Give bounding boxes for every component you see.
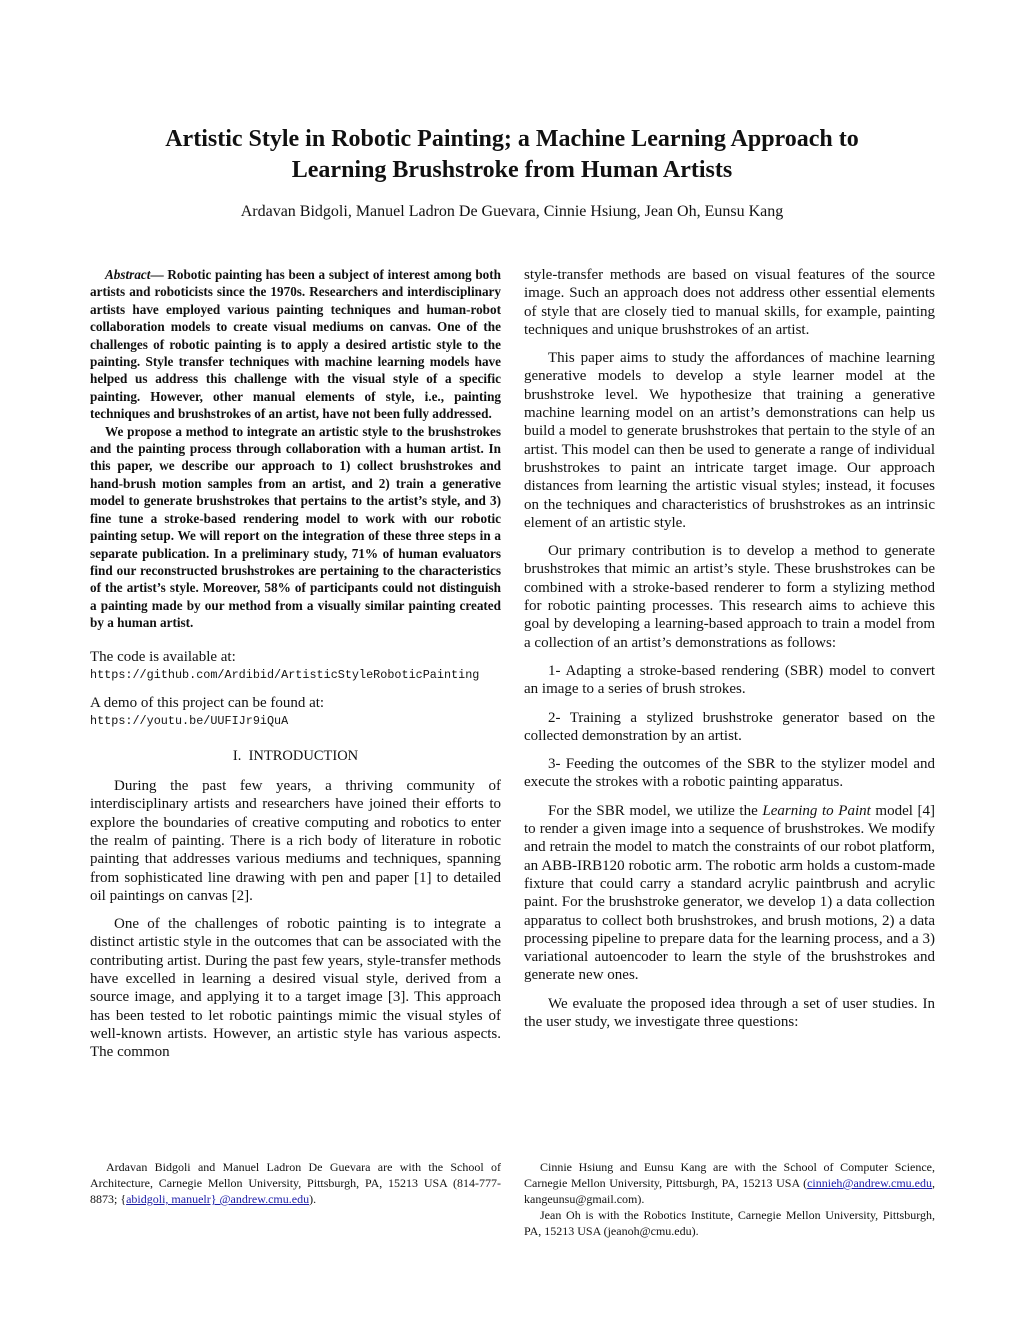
code-label: The code is available at: — [90, 648, 236, 665]
p4-pre: For the SBR model, we utilize the — [548, 802, 763, 819]
section-first-letter: I — [248, 747, 254, 764]
title-line-2: Learning Brushstroke from Human Artists — [291, 157, 733, 183]
abstract-dash: — — [150, 267, 168, 282]
footnote-left-email-link[interactable]: abidgoli, manuelr} @andrew.cmu.edu — [126, 1192, 310, 1206]
right-paragraph-1: style-transfer methods are based on visual features of the source image. Such an approach does not address other essential elements of style that are closely tied to manual skills, for example, painting techniques and unique brushstrokes of an artist. — [524, 267, 935, 338]
footnote-right-text-2: Jean Oh is with the Robotics Institute, Carnegie Mellon University, Pittsburgh, PA, 15213 USA (jeanoh@cmu.edu). — [524, 1208, 935, 1238]
footnote-right-text-1 — [524, 1159, 935, 1207]
footnote-left-pre: Ardavan Bidgoli and Manuel Ladron De Guevara are with the School of Architecture, Carnegie Mellon University, Pittsburgh, PA, 15213 USA (814-777-8873; { — [90, 1160, 501, 1206]
footnote-right — [524, 1159, 935, 1239]
section-title-rest: NTRODUCTION — [253, 747, 359, 764]
footnote-left-text — [90, 1159, 501, 1207]
author-list: Ardavan Bidgoli, Manuel Ladron De Guevara, Cinnie Hsiung, Jean Oh, Eunsu Kang — [240, 203, 784, 220]
right-paragraph-3: Our primary contribution is to develop a method to generate brushstrokes that mimic an artist’s style. These brushstrokes can be combined with a stroke-based renderer to form a stylizing method for robotic painting processes. This research aims to achieve this goal by developing a learning-based approach to train a model from a collection of an artist’s demonstrations as follows: — [524, 543, 935, 651]
section-heading-introduction — [90, 747, 501, 765]
contribution-item-1: 1- Adapting a stroke-based rendering (SBR) model to convert an image to a series of brush strokes. — [524, 662, 935, 698]
footnote-right1-pre: Cinnie Hsiung and Eunsu Kang are with the School of Computer Science, Carnegie Mellon University, Pittsburgh, PA, 15213 USA ( — [524, 1160, 935, 1190]
footnote-right1-email-link[interactable]: cinnieh@andrew.cmu.edu — [807, 1176, 932, 1190]
right-paragraph-4 — [524, 802, 935, 985]
intro-paragraph-1: During the past few years, a thriving community of interdisciplinary artists and researchers have joined their efforts to explore the boundaries of creative computing and robotics to enter the realm of painting. There is a rich body of literature in robotic painting that addresses various mediums and techniques, spanning from sophisticated line drawing with pen and paper [1] to detailed oil paintings on canvas [2]. — [90, 778, 501, 904]
abstract — [90, 266, 501, 632]
abstract-text-1: Robotic painting has been a subject of interest among both artists and roboticists since the 1970s. Researchers and interdisciplinary artists have employed various painting techniques and human-robot collaboration models to create visual mediums on canvas. One of the challenges of robotic painting is to apply a desired artistic style to the painting. Style transfer techniques with machine learning models have helped us address this challenge with the visual style of a specific painting. However, other manual elements of style, i.e., painting techniques and brushstrokes of an artist, have not been fully addressed. — [90, 267, 501, 422]
right-column — [524, 266, 935, 1031]
code-url-link[interactable]: https://github.com/Ardibid/ArtisticStyleRoboticPainting — [90, 667, 480, 682]
abstract-label: Abstract — [105, 267, 151, 282]
intro-paragraph-2: One of the challenges of robotic painting is to integrate a distinct artistic style in the outcomes that can be associated with the contributing artist. During the past few years, style-transfer methods have excelled in learning a desired visual style, derived from a source image, and applying it to a target image [3]. This approach has been tested to let robotic paintings mimic the visual styles of well-known artists. However, an artistic style has various aspects. The common — [90, 916, 501, 1061]
paper-title — [90, 124, 934, 186]
footnote-right1-post: , kangeunsu@gmail.com). — [524, 1176, 935, 1206]
demo-url-link[interactable]: https://youtu.be/UUFIJr9iQuA — [90, 714, 289, 729]
left-column — [90, 266, 501, 1061]
contribution-item-3: 3- Feeding the outcomes of the SBR to the stylizer model and execute the strokes with a robotic painting apparatus. — [524, 756, 935, 791]
abstract-paragraph-1 — [90, 266, 501, 423]
footnote-left-post: ). — [309, 1192, 317, 1206]
right-paragraph-2: This paper aims to study the affordances of machine learning generative models to develop a style learner model at the brushstroke level. We hypothesize that training a generative machine learning model on an artist’s demonstrations can help us build a model to generate brushstrokes that pertain to the style of an artist. This model can then be used to generate a range of individual brushstrokes to paint an intricate target image. Our approach distances from learning the artistic visual styles; instead, it focuses on the techniques and characteristics of brushstrokes as an intrinsic element of an artistic style. — [524, 350, 935, 531]
right-paragraph-5: We evaluate the proposed idea through a set of user studies. In the user study, we investigate three questions: — [524, 995, 935, 1030]
p4-post: model [4] to render a given image into a sequence of brushstrokes. We modify and retrain the model to match the constraints of our robot platform, an ABB-IRB120 robotic arm. The robotic arm holds a custom-made fixture that could carry a standard acrylic paintbrush and acrylic paint. For the brushstroke generator, we develop 1) a data collection apparatus to collect both brushstrokes, and brush motions, 2) a data processing pipeline to prepare data for the learning process, and a 3) variational autoencoder to learn the style of the brushstrokes and generate new ones. — [524, 802, 935, 984]
p4-italic-model-name: Learning to Paint — [762, 802, 871, 819]
title-line-1: Artistic Style in Robotic Painting; a Machine Learning Approach to — [165, 126, 859, 152]
footnote-left — [90, 1159, 501, 1207]
section-number: I. — [232, 747, 242, 764]
demo-label: A demo of this project can be found at: — [90, 695, 325, 712]
contribution-item-2: 2- Training a stylized brushstroke generator based on the collected demonstration by an artist. — [524, 709, 935, 744]
abstract-paragraph-2: We propose a method to integrate an artistic style to the brushstrokes and the painting process through collaboration with a human artist. In this paper, we describe our approach to 1) collect brushstrokes and hand-brush motion samples from an artist, and 2) train a generative model to generate brushstrokes that pertains to the artist’s style, and 3) fine tune a stroke-based rendering model to work with our robotic painting setup. We will report on the integration of these three steps in a separate publication. In a preliminary study, 71% of human evaluators find our reconstructed brushstrokes are pertaining to the characteristics of the artist’s style. Moreover, 58% of participants could not distinguish a painting made by our method from a visually similar painting created by a human artist. — [90, 423, 501, 631]
